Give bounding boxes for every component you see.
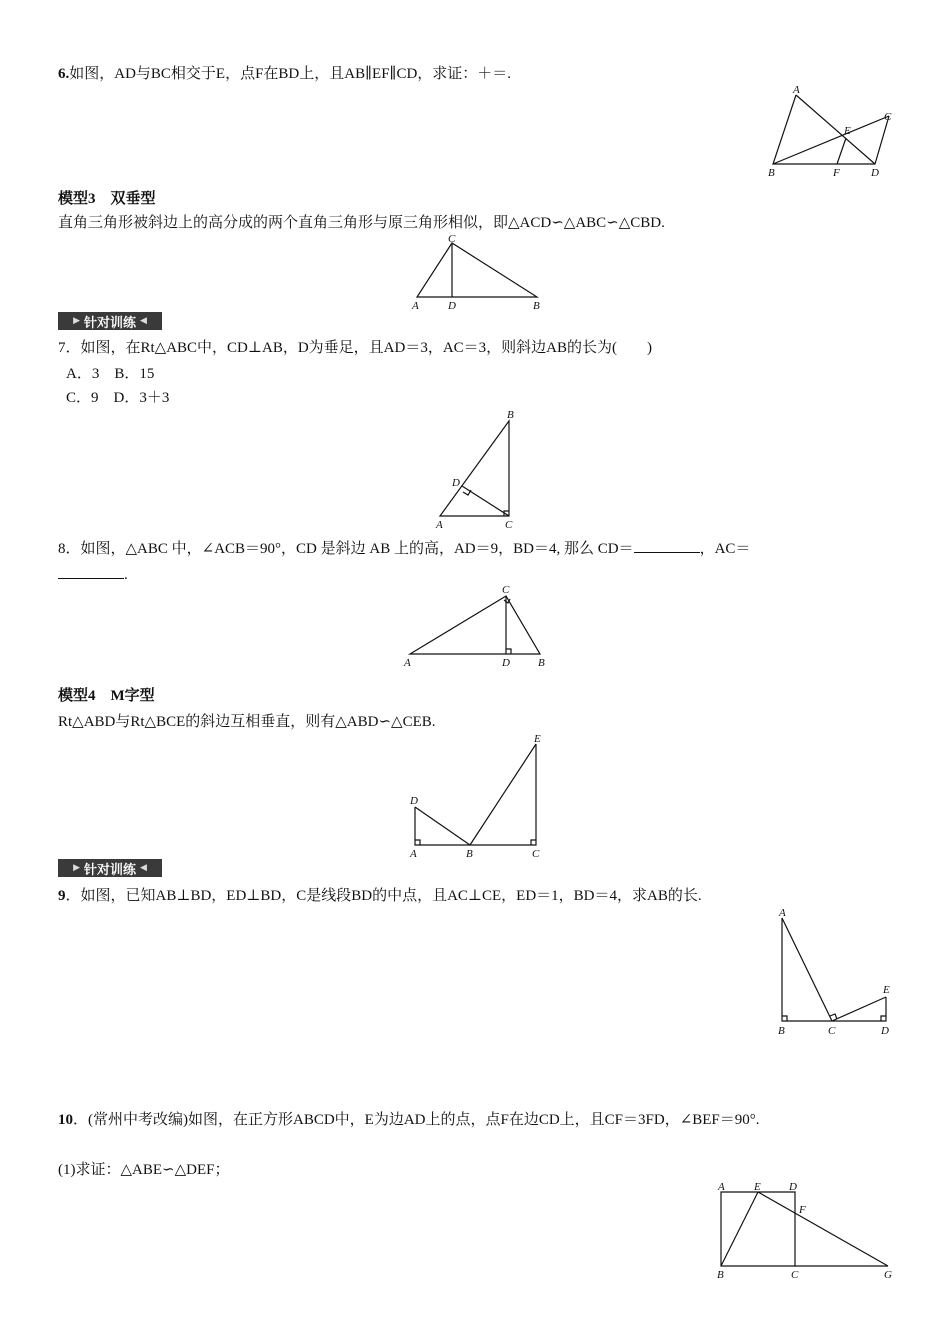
question-7-stem: 7．如图，在Rt△ABC中，CD⊥AB，D为垂足，且AD＝3，AC＝3，则斜边AB的长为( ) [58,340,652,356]
figure-outline [415,744,536,845]
answer-blank-ac[interactable] [58,564,124,579]
question-number: 9 [58,888,66,904]
figure-label: B [717,1269,724,1281]
figure-q8-svg [400,580,555,670]
figure-label: D [502,657,510,669]
figure-label: B [466,848,473,860]
practice-badge-label: 针对训练 [83,315,136,331]
figure-label: F [799,1204,806,1216]
figure-label: A [404,657,411,669]
question-10-part-1: (1)求证：△ABE∽△DEF； [58,1162,230,1178]
practice-badge-label: 针对训练 [83,862,136,878]
figure-label: E [844,125,851,137]
question-8-text-2: ，AC＝ [699,541,751,557]
figure-q9-svg [772,904,902,1039]
figure-label: A [412,300,419,312]
figure-label: B [533,300,540,312]
question-8-text: 8．如图，△ABC 中，∠ACB＝90°，CD 是斜边 AB 上的高，AD＝9，BD＝4, 那么 CD＝ [58,541,634,557]
question-8-line-2 [58,564,128,585]
model-4-title: 模型4 M字型 [58,688,155,704]
figure-q7-svg [432,404,532,530]
question-8 [58,538,750,559]
figure-label: D [410,795,418,807]
figure-label: B [538,657,545,669]
figure-edge-bc [773,116,889,164]
figure-model-4 [402,730,552,860]
figure-model-3 [408,232,548,312]
figure-q7 [432,404,532,530]
figure-label: D [789,1181,797,1193]
figure-q9 [772,904,902,1039]
figure-label: D [871,167,879,179]
figure-label: C [502,584,510,596]
right-angle-mark [415,840,420,845]
figure-label: A [779,907,786,919]
figure-edge-be [721,1192,758,1266]
figure-label: E [534,733,541,745]
figure-q6 [762,82,902,182]
model-3-title: 模型3 双垂型 [58,191,156,207]
figure-label: C [448,233,456,245]
figure-edge-ef [837,138,846,164]
figure-label: C [884,111,892,123]
right-angle-mark [881,1016,886,1021]
figure-triangle [440,421,509,516]
figure-label: C [505,519,513,530]
play-icon: ▶ [73,863,80,873]
figure-square [721,1192,795,1266]
question-10 [58,1110,760,1130]
question-7-options-2: C．9 D．3＋3 [66,390,170,406]
figure-outline [782,918,886,1021]
figure-edge-ac [782,918,832,1021]
figure-label: C [532,848,540,860]
figure-label: A [718,1181,725,1193]
model-4-description: Rt△ABD与Rt△BCE的斜边互相垂直，则有△ABD∽△CEB. [58,714,436,730]
figure-label: B [768,167,775,179]
figure-model-4-svg [402,730,552,860]
figure-label: D [881,1025,889,1037]
question-7-options-1: A．3 B．15 [66,366,155,382]
back-icon: ◀ [140,863,147,873]
figure-label: A [410,848,417,860]
figure-edge [773,95,889,164]
figure-label: B [778,1025,785,1037]
question-number: 6. [58,66,70,82]
question-8-end: . [124,567,128,583]
right-angle-mark [531,840,536,845]
figure-label: E [883,984,890,996]
figure-label: G [884,1269,892,1281]
figure-q6-svg [762,82,902,182]
figure-label: B [507,409,514,421]
figure-edge-ad [796,95,875,164]
answer-blank-cd[interactable] [634,538,700,553]
figure-model-3-svg [408,232,548,312]
model-3-description: 直角三角形被斜边上的高分成的两个直角三角形与原三角形相似，即△ACD∽△ABC∽△CBD. [58,215,665,231]
figure-label: C [791,1269,799,1281]
question-number: 10 [58,1112,73,1128]
play-icon: ▶ [73,316,80,326]
practice-badge [58,312,162,330]
practice-badge [58,859,162,877]
figure-edge-db [415,807,470,845]
back-icon: ◀ [140,316,147,326]
figure-q8 [400,580,555,670]
figure-label: A [436,519,443,530]
figure-edge-be [470,744,536,845]
figure-label: F [833,167,840,179]
question-text: 如图，AD与BC相交于E，点F在BD上，且AB∥EF∥CD，求证：＋＝. [69,66,512,82]
question-9 [58,886,702,906]
question-6 [58,64,511,84]
figure-edge-eg [758,1192,888,1266]
figure-triangle [417,243,537,297]
figure-label: A [793,84,800,96]
figure-altitude [462,486,509,516]
figure-label: C [828,1025,836,1037]
right-angle-mark [506,649,511,654]
figure-label: D [452,477,460,489]
question-text: ．如图，已知AB⊥BD，ED⊥BD，C是线段BD的中点，且AC⊥CE，ED＝1，BD＝4，求AB的长. [65,888,702,904]
figure-triangle [410,596,540,654]
figure-q10-svg [710,1178,905,1284]
figure-edge-ce [832,997,886,1021]
right-angle-mark [782,1016,787,1021]
figure-label: D [448,300,456,312]
figure-q10 [710,1178,905,1284]
question-text: ．(常州中考改编)如图，在正方形ABCD中，E为边AD上的点，点F在边CD上，且CF＝3FD，∠BEF＝90°. [73,1112,760,1128]
figure-label: E [754,1181,761,1193]
